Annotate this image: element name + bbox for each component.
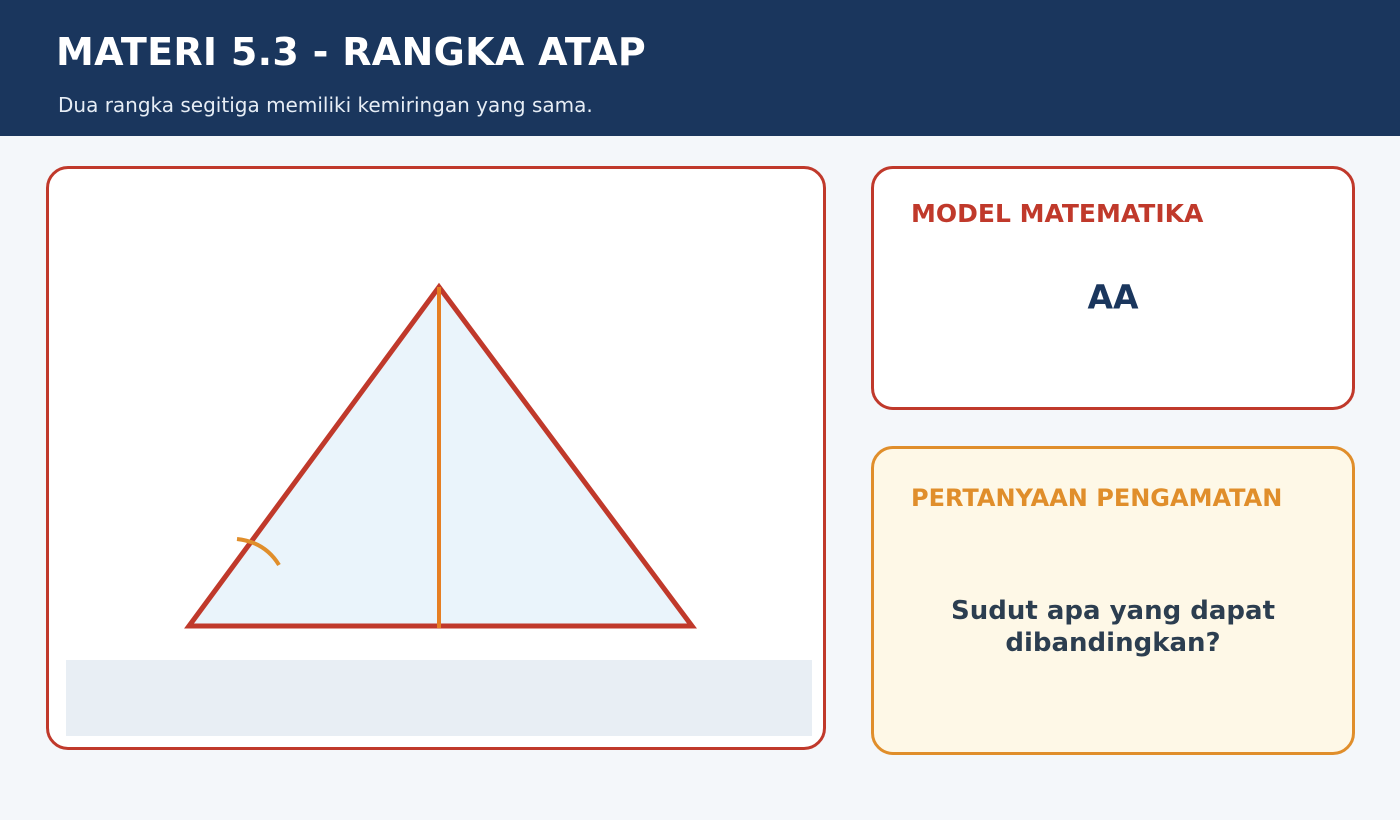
model-card <box>871 166 1355 410</box>
page-title: MATERI 5.3 - RANGKA ATAP <box>56 30 646 74</box>
header-bar <box>0 0 1400 136</box>
model-value: AA <box>1087 277 1139 317</box>
figure-card <box>46 166 826 750</box>
page-subtitle: Dua rangka segitiga memiliki kemiringan yang sama. <box>58 93 593 117</box>
question-text: Sudut apa yang dapat dibandingkan? <box>951 596 1275 658</box>
model-heading: MODEL MATEMATIKA <box>911 199 1204 228</box>
question-card <box>871 446 1355 755</box>
question-heading: PERTANYAAN PENGAMATAN <box>911 484 1283 512</box>
caption-strip <box>66 660 812 736</box>
